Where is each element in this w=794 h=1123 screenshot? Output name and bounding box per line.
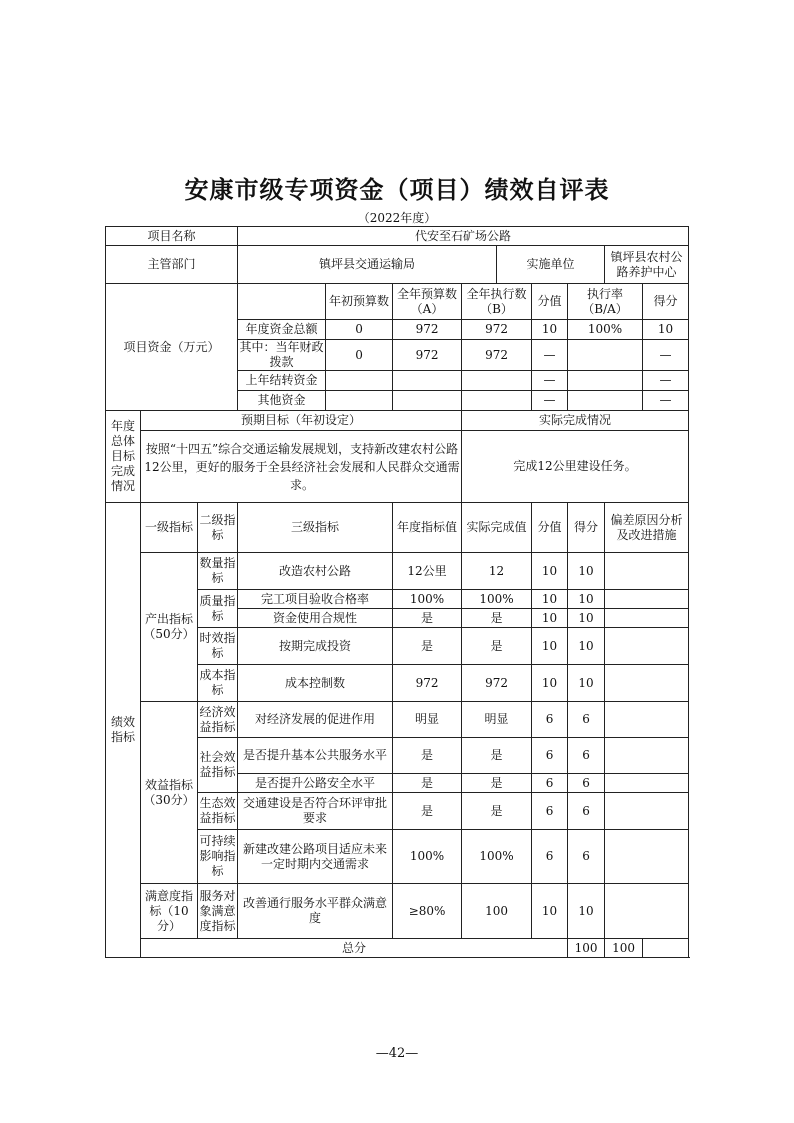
funds-row-label: 上年结转资金 bbox=[238, 371, 326, 391]
funds-cell bbox=[462, 371, 532, 391]
ind-score: 6 bbox=[568, 830, 605, 884]
ind-level2: 社会效益指标 bbox=[198, 738, 238, 793]
funds-cell bbox=[462, 391, 532, 411]
funds-cell: 972 bbox=[462, 340, 532, 371]
ind-header-target: 年度指标值 bbox=[393, 503, 462, 553]
funds-cell: — bbox=[532, 391, 568, 411]
ind-target: 是 bbox=[393, 609, 462, 628]
ind-target: 12公里 bbox=[393, 553, 462, 590]
ind-level2: 成本指标 bbox=[198, 665, 238, 702]
funds-cell: — bbox=[643, 340, 689, 371]
funds-header-full-exec: 全年执行数（B） bbox=[462, 284, 532, 320]
funds-header-blank bbox=[238, 284, 326, 320]
ind-header-score: 得分 bbox=[568, 503, 605, 553]
project-name-label: 项目名称 bbox=[106, 227, 238, 246]
funds-cell bbox=[568, 371, 643, 391]
ind-level3: 是否提升公路安全水平 bbox=[238, 774, 393, 793]
ind-header-actual: 实际完成值 bbox=[462, 503, 532, 553]
funds-cell: — bbox=[643, 391, 689, 411]
ind-level3: 改造农村公路 bbox=[238, 553, 393, 590]
ind-score-value: 10 bbox=[532, 553, 568, 590]
ind-score: 10 bbox=[568, 884, 605, 939]
funds-cell: 972 bbox=[393, 340, 462, 371]
ind-level3: 成本控制数 bbox=[238, 665, 393, 702]
table-row bbox=[106, 284, 689, 320]
impl-value: 镇坪县农村公路养护中心 bbox=[605, 246, 689, 284]
ind-level2: 时效指标 bbox=[198, 628, 238, 665]
ind-actual: 100% bbox=[462, 590, 532, 609]
ind-actual: 100% bbox=[462, 830, 532, 884]
ind-score: 6 bbox=[568, 774, 605, 793]
funds-cell: — bbox=[532, 340, 568, 371]
group-benefit: 效益指标（30分） bbox=[141, 702, 198, 884]
funds-cell bbox=[326, 371, 393, 391]
funds-header-full-budget: 全年预算数（A） bbox=[393, 284, 462, 320]
ind-score-value: 10 bbox=[532, 665, 568, 702]
ind-score-value: 6 bbox=[532, 830, 568, 884]
funds-row-label: 其他资金 bbox=[238, 391, 326, 411]
ind-level3: 是否提升基本公共服务水平 bbox=[238, 738, 393, 774]
ind-level3: 交通建设是否符合环评审批要求 bbox=[238, 793, 393, 830]
ind-score-value: 6 bbox=[532, 702, 568, 738]
funds-header-score-value: 分值 bbox=[532, 284, 568, 320]
funds-cell bbox=[393, 371, 462, 391]
funds-cell: 10 bbox=[643, 320, 689, 340]
table-row bbox=[106, 939, 689, 958]
ind-actual: 972 bbox=[462, 665, 532, 702]
ind-deviation bbox=[605, 738, 689, 774]
ind-header-level3: 三级指标 bbox=[238, 503, 393, 553]
funds-cell bbox=[568, 340, 643, 371]
funds-cell bbox=[568, 391, 643, 411]
ind-score-value: 6 bbox=[532, 774, 568, 793]
ind-level3: 资金使用合规性 bbox=[238, 609, 393, 628]
ind-level3: 完工项目验收合格率 bbox=[238, 590, 393, 609]
ind-score-value: 10 bbox=[532, 884, 568, 939]
ind-level3: 按期完成投资 bbox=[238, 628, 393, 665]
funds-cell: 100% bbox=[568, 320, 643, 340]
ind-score: 6 bbox=[568, 793, 605, 830]
ind-score-value: 10 bbox=[532, 628, 568, 665]
ind-level2: 可持续影响指标 bbox=[198, 830, 238, 884]
goals-label: 年度总体目标完成情况 bbox=[106, 411, 141, 503]
goals-expected-text: 按照“十四五”综合交通运输发展规划，支持新改建农村公路12公里，更好的服务于全县经济社会发展和人民群众交通需求。 bbox=[141, 431, 462, 503]
ind-deviation bbox=[605, 665, 689, 702]
ind-target: 100% bbox=[393, 830, 462, 884]
ind-deviation bbox=[605, 830, 689, 884]
ind-level3: 新建改建公路项目适应未来一定时期内交通需求 bbox=[238, 830, 393, 884]
ind-score: 10 bbox=[568, 609, 605, 628]
project-name-value: 代安至石矿场公路 bbox=[238, 227, 689, 246]
impl-label: 实施单位 bbox=[497, 246, 605, 284]
ind-target: 是 bbox=[393, 628, 462, 665]
dept-label: 主管部门 bbox=[106, 246, 238, 284]
total-score-value: 100 bbox=[568, 939, 605, 958]
total-label: 总分 bbox=[141, 939, 568, 958]
ind-level2: 质量指标 bbox=[198, 590, 238, 628]
goals-expected-header: 预期目标（年初设定） bbox=[141, 411, 462, 431]
ind-level2: 生态效益指标 bbox=[198, 793, 238, 830]
ind-actual: 100 bbox=[462, 884, 532, 939]
ind-score: 10 bbox=[568, 590, 605, 609]
ind-deviation bbox=[605, 590, 689, 609]
funds-cell: — bbox=[532, 371, 568, 391]
ind-target: ≥80% bbox=[393, 884, 462, 939]
ind-header-deviation: 偏差原因分析及改进措施 bbox=[605, 503, 689, 553]
ind-score: 10 bbox=[568, 553, 605, 590]
ind-level2: 服务对象满意度指标 bbox=[198, 884, 238, 939]
ind-target: 是 bbox=[393, 793, 462, 830]
ind-target: 是 bbox=[393, 738, 462, 774]
page-title: 安康市级专项资金（项目）绩效自评表 bbox=[184, 176, 610, 204]
ind-deviation bbox=[605, 628, 689, 665]
table-row bbox=[106, 411, 689, 431]
funds-cell bbox=[326, 391, 393, 411]
ind-target: 100% bbox=[393, 590, 462, 609]
ind-deviation bbox=[605, 774, 689, 793]
table-row bbox=[106, 227, 689, 246]
funds-cell: 972 bbox=[393, 320, 462, 340]
goals-actual-header: 实际完成情况 bbox=[462, 411, 689, 431]
ind-target: 明显 bbox=[393, 702, 462, 738]
page-subtitle: （2022年度） bbox=[357, 211, 437, 225]
funds-cell bbox=[393, 391, 462, 411]
group-satisfaction: 满意度指标（10分） bbox=[141, 884, 198, 939]
ind-deviation bbox=[605, 884, 689, 939]
ind-deviation bbox=[605, 609, 689, 628]
funds-header-initial: 年初预算数 bbox=[326, 284, 393, 320]
ind-score: 6 bbox=[568, 738, 605, 774]
ind-actual: 明显 bbox=[462, 702, 532, 738]
table-row bbox=[106, 553, 689, 590]
ind-actual: 是 bbox=[462, 738, 532, 774]
page-number: —42— bbox=[375, 1046, 419, 1061]
ind-actual: 12 bbox=[462, 553, 532, 590]
funds-label: 项目资金（万元） bbox=[106, 284, 238, 411]
ind-level3: 改善通行服务水平群众满意度 bbox=[238, 884, 393, 939]
ind-score-value: 10 bbox=[532, 590, 568, 609]
table-row bbox=[106, 503, 689, 553]
funds-header-score: 得分 bbox=[643, 284, 689, 320]
indicators-label: 绩效指标 bbox=[106, 503, 141, 958]
ind-actual: 是 bbox=[462, 793, 532, 830]
table-row bbox=[106, 431, 689, 503]
ind-score-value: 6 bbox=[532, 793, 568, 830]
ind-actual: 是 bbox=[462, 774, 532, 793]
table-row bbox=[106, 246, 689, 284]
table-row bbox=[106, 702, 689, 738]
funds-cell: 0 bbox=[326, 340, 393, 371]
table-row bbox=[106, 884, 689, 939]
group-output: 产出指标（50分） bbox=[141, 553, 198, 702]
ind-score-value: 6 bbox=[532, 738, 568, 774]
ind-target: 是 bbox=[393, 774, 462, 793]
dept-value: 镇坪县交通运输局 bbox=[238, 246, 497, 284]
ind-score: 10 bbox=[568, 665, 605, 702]
evaluation-table bbox=[105, 226, 689, 958]
funds-row-label: 其中：当年财政拨款 bbox=[239, 340, 324, 369]
ind-score: 10 bbox=[568, 628, 605, 665]
ind-target: 972 bbox=[393, 665, 462, 702]
goals-actual-text: 完成12公里建设任务。 bbox=[462, 431, 689, 503]
ind-score: 6 bbox=[568, 702, 605, 738]
ind-actual: 是 bbox=[462, 609, 532, 628]
funds-cell: 972 bbox=[462, 320, 532, 340]
ind-level2: 数量指标 bbox=[198, 553, 238, 590]
ind-deviation bbox=[605, 793, 689, 830]
ind-header-level1: 一级指标 bbox=[141, 503, 198, 553]
ind-level3: 对经济发展的促进作用 bbox=[238, 702, 393, 738]
ind-header-score-value: 分值 bbox=[532, 503, 568, 553]
funds-cell: — bbox=[643, 371, 689, 391]
ind-deviation bbox=[605, 553, 689, 590]
funds-cell: 0 bbox=[326, 320, 393, 340]
funds-row-label: 年度资金总额 bbox=[238, 320, 326, 340]
total-deviation bbox=[643, 939, 689, 958]
ind-level2: 经济效益指标 bbox=[198, 702, 238, 738]
ind-deviation bbox=[605, 702, 689, 738]
funds-cell: 10 bbox=[532, 320, 568, 340]
ind-actual: 是 bbox=[462, 628, 532, 665]
funds-header-exec-rate: 执行率（B/A） bbox=[568, 284, 643, 320]
ind-header-level2: 二级指标 bbox=[198, 503, 238, 553]
total-score: 100 bbox=[605, 939, 643, 958]
ind-score-value: 10 bbox=[532, 609, 568, 628]
